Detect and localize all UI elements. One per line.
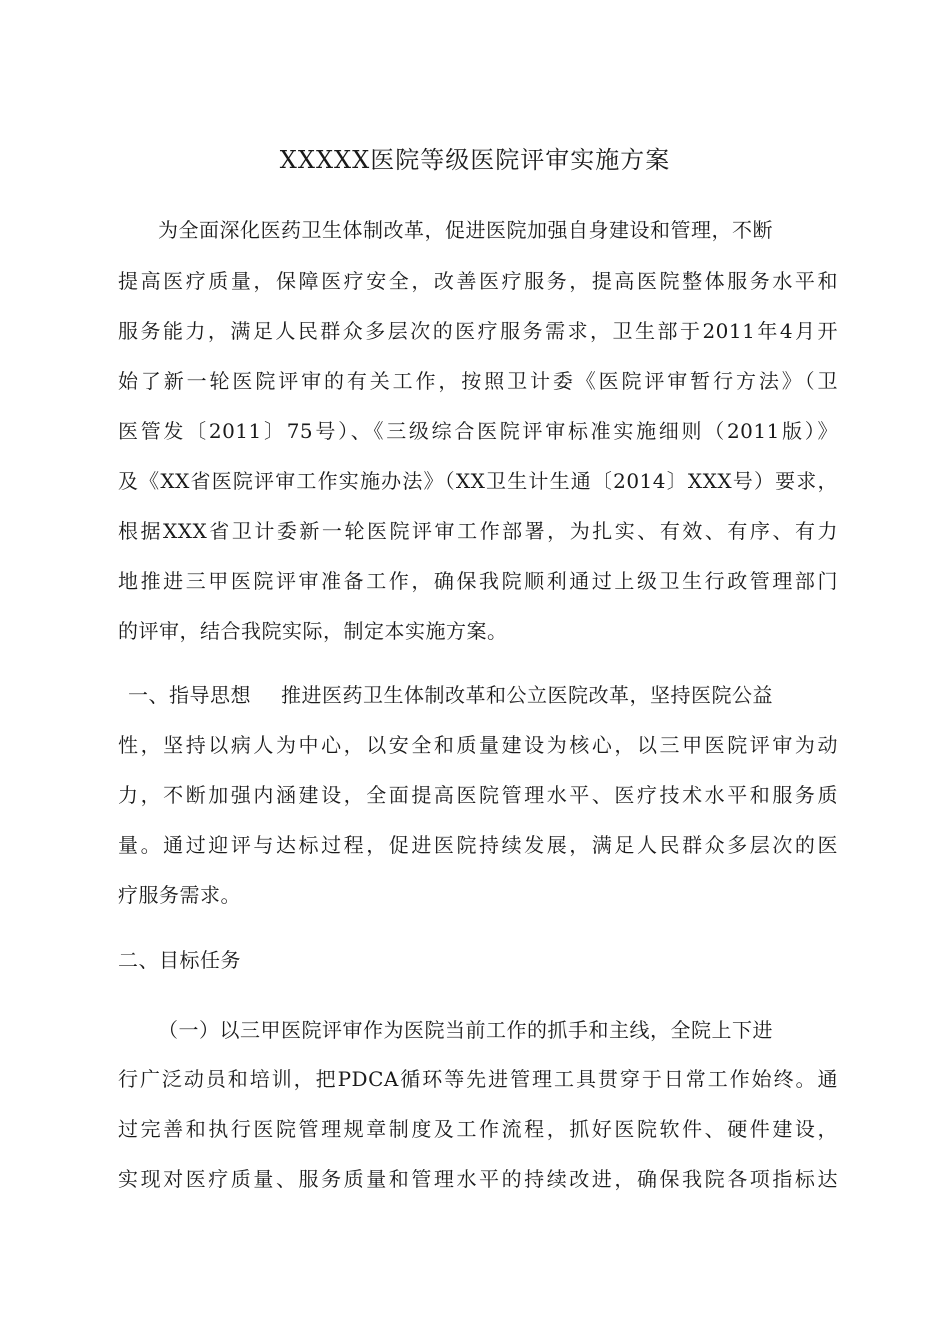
paragraph-line: （一）以三甲医院评审作为医院当前工作的抓手和主线，全院上下进	[158, 1018, 773, 1042]
section-heading-goals: 二、目标任务	[118, 948, 241, 972]
paragraph-line: 实现对医疗质量、服务质量和管理水平的持续改进，确保我院各项指标达	[118, 1167, 838, 1191]
paragraph-line: 根据XXX省卫计委新一轮医院评审工作部署，为扎实、有效、有序、有力	[118, 519, 838, 543]
paragraph-line: 及《XX省医院评审工作实施办法》（XX卫生计生通〔2014〕XXX号）要求，	[118, 469, 838, 493]
paragraph-line: 始了新一轮医院评审的有关工作，按照卫计委《医院评审暂行方法》（卫	[118, 369, 838, 393]
paragraph-line: 量。通过迎评与达标过程，促进医院持续发展，满足人民群众多层次的医	[118, 833, 838, 857]
paragraph-line: 力，不断加强内涵建设，全面提高医院管理水平、医疗技术水平和服务质	[118, 783, 838, 807]
paragraph-line: 医管发〔2011〕75号）、《三级综合医院评审标准实施细则（2011版）》	[118, 419, 838, 443]
section-heading-label: 一、指导思想	[128, 683, 251, 707]
paragraph-line: 的评审，结合我院实际，制定本实施方案。	[118, 619, 508, 643]
paragraph-line: 疗服务需求。	[118, 883, 241, 907]
paragraph-line: 行广泛动员和培训，把PDCA循环等先进管理工具贯穿于日常工作始终。通	[118, 1067, 838, 1091]
paragraph-line: 提高医疗质量，保障医疗安全，改善医疗服务，提高医院整体服务水平和	[118, 269, 838, 293]
paragraph-line: 服务能力，满足人民群众多层次的医疗服务需求，卫生部于2011年4月开	[118, 319, 838, 343]
section-heading-guiding-ideology	[128, 680, 838, 710]
paragraph-line: 过完善和执行医院管理规章制度及工作流程，抓好医院软件、硬件建设，	[118, 1117, 838, 1141]
paragraph-line: 为全面深化医药卫生体制改革，促进医院加强自身建设和管理，不断	[158, 218, 773, 242]
paragraph-line: 地推进三甲医院评审准备工作，确保我院顺利通过上级卫生行政管理部门	[118, 569, 838, 593]
document-title: XXXXX医院等级医院评审实施方案	[279, 146, 671, 174]
paragraph-line: 性，坚持以病人为中心，以安全和质量建设为核心，以三甲医院评审为动	[118, 733, 838, 757]
paragraph-line: 推进医药卫生体制改革和公立医院改革，坚持医院公益	[281, 683, 773, 707]
